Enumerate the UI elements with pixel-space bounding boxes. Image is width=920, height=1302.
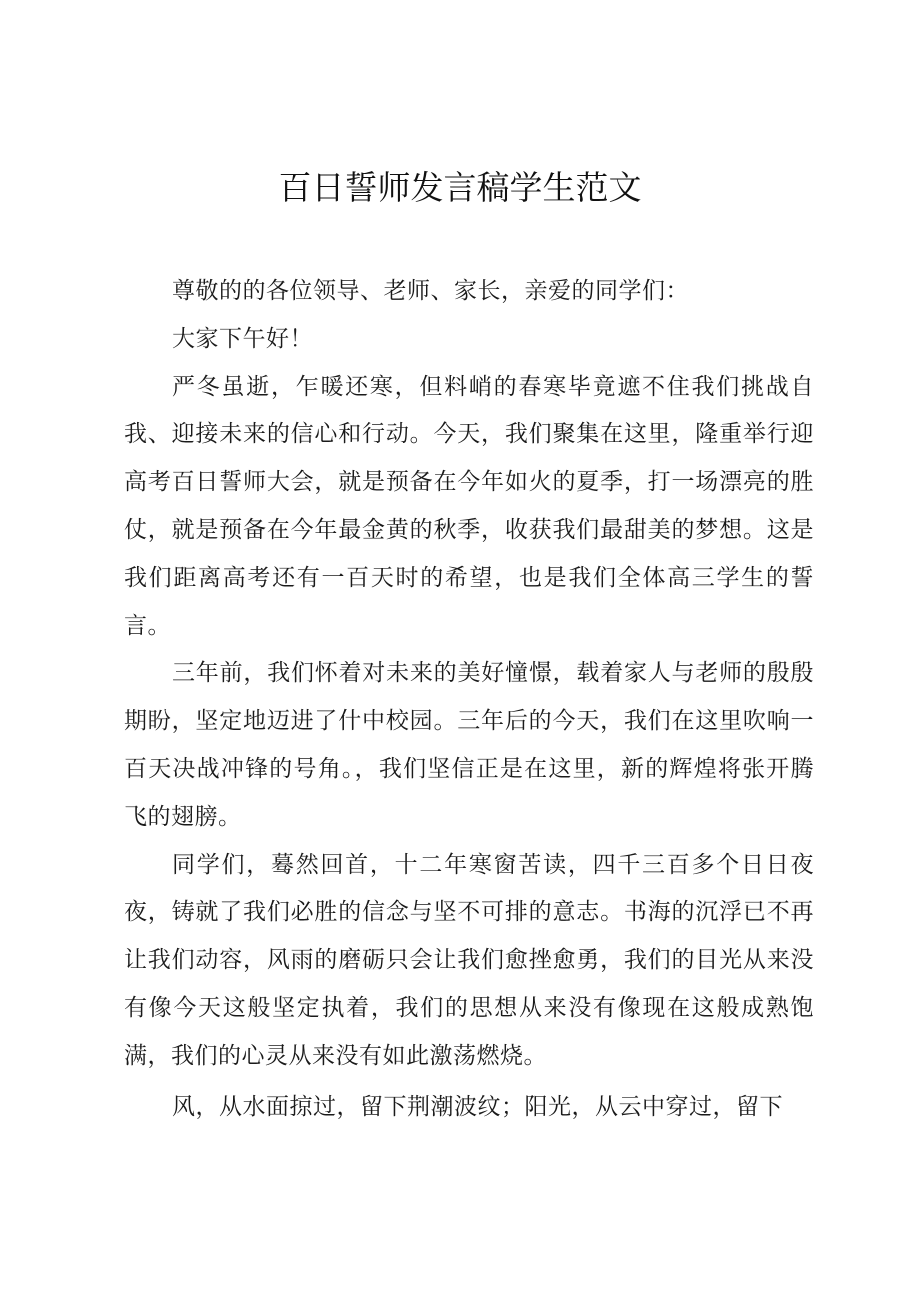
document-body [124,268,814,1131]
paragraph-wind: 风，从水面掠过，留下荆潮波纹；阳光，从云中穿过，留下 [172,1093,783,1120]
paragraph-intro: 严冬虽逝，乍暖还寒，但料峭的春寒毕竟遮不住我们挑战自我、迎接未来的信心和行动。今天，我们聚集在这里，隆重举行迎高考百日誓师大会，就是预备在今年如火的夏季，打一场漂亮的胜仗，就是预备在今年最金黄的秋季，收获我们最甜美的梦想。这是我们距离高考还有一百天时的希望，也是我们全体高三学生的誓言。 [124,373,814,639]
paragraph-salutation: 尊敬的的各位领导、老师、家长，亲爱的同学们： [172,278,689,304]
paragraph-three-years: 三年前，我们怀着对未来的美好憧憬，载着家人与老师的殷殷期盼，坚定地迈进了什中校园。三年后的今天，我们在这里吹响一百天决战冲锋的号角。，我们坚信正是在这里，新的辉煌将张开腾飞的翅膀。 [124,660,814,830]
paragraph-greeting: 大家下午好！ [172,325,313,352]
document-title: 百日誓师发言稿学生范文 [278,168,642,207]
paragraph-looking-back: 同学们，蓦然回首，十二年寒窗苦读，四千三百多个日日夜夜，铸就了我们必胜的信念与坚不可排的意志。书海的沉浮已不再让我们动容，风雨的磨砺只会让我们愈挫愈勇，我们的目光从来没有像今天这般坚定执着，我们的思想从来没有像现在这般成熟饱满，我们的心灵从来没有如此激荡燃烧。 [124,851,814,1069]
